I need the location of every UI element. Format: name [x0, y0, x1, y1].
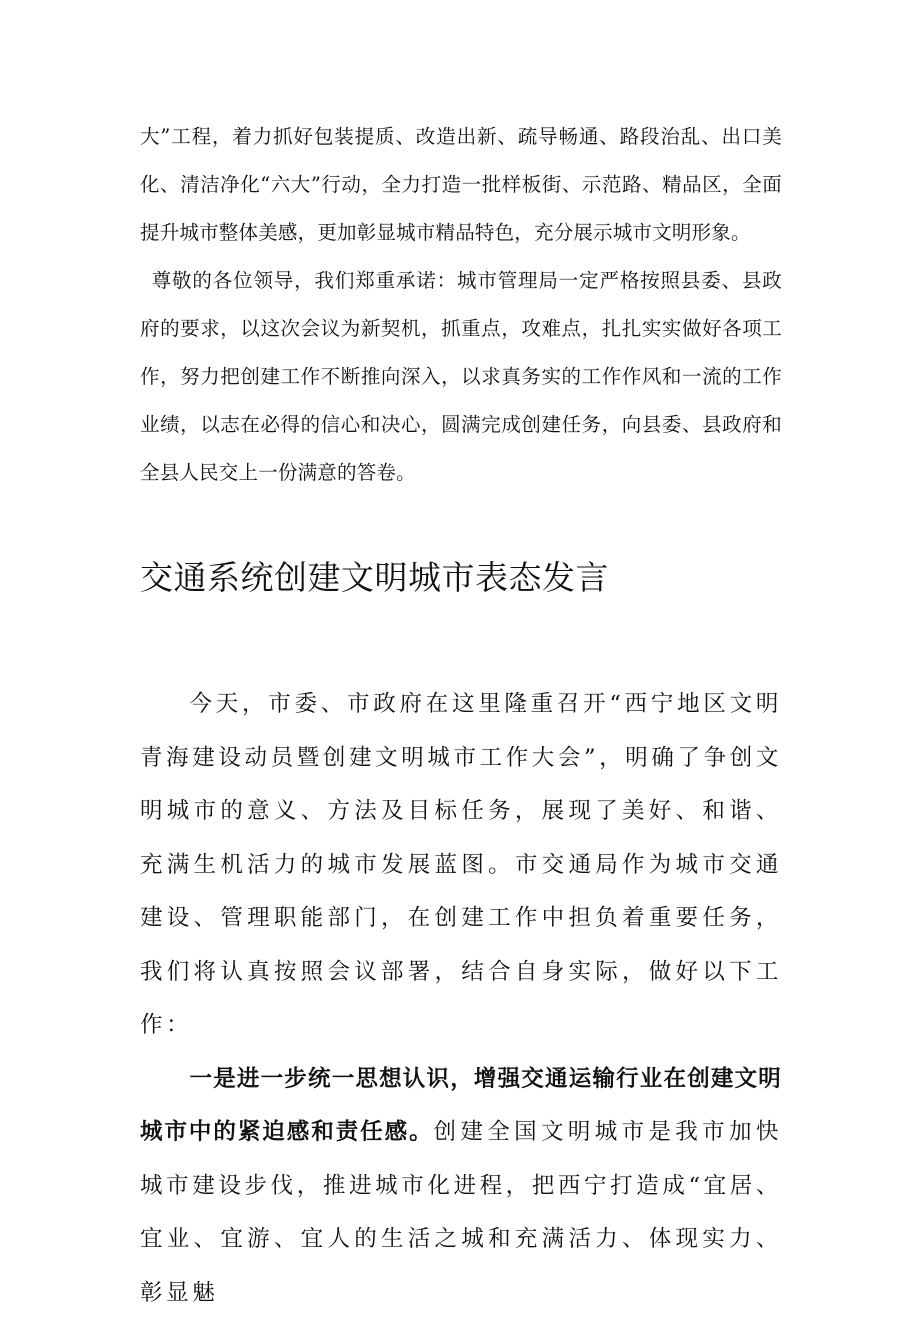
intro-paragraph-continuation: 大”工程，着力抓好包装提质、改造出新、疏导畅通、路段治乱、出口美化、清洁净化“六大”行动，全力打造一批样板街、示范路、精品区，全面提升城市整体美感，更加彰显城市精品特色，充分展示城市文明形象。 [140, 113, 782, 257]
speech-paragraph-opening: 今天，市委、市政府在这里隆重召开“西宁地区文明青海建设动员暨创建文明城市工作大会”，明确了争创文明城市的意义、方法及目标任务，展现了美好、和谐、充满生机活力的城市发展蓝图。市交通局作为城市交通建设、管理职能部门，在创建工作中担负着重要任务，我们将认真按照会议部署，结合自身实际，做好以下工作： [140, 678, 782, 1053]
speech-section [140, 678, 782, 1320]
first-point-body: 创建全国文明城市是我市加快城市建设步伐，推进城市化进程，把西宁打造成“宜居、宜业、宜游、宜人的生活之城和充满活力、体现实力、彰显魅 [140, 1119, 782, 1306]
first-point-bold-lead: 一是进一步统一思想认识，增强交通运输行业在创建文明城市中的紧迫感和责任感。 [140, 1066, 782, 1146]
intro-paragraph-pledge: 尊敬的各位领导，我们郑重承诺：城市管理局一定严格按照县委、县政府的要求，以这次会议为新契机，抓重点，攻难点，扎扎实实做好各项工作，努力把创建工作不断推向深入，以求真务实的工作作风和一流的工作业绩，以志在必得的信心和决心，圆满完成创建任务，向县委、县政府和全县人民交上一份满意的答卷。 [140, 257, 782, 497]
intro-section [140, 113, 782, 497]
speech-paragraph-first-point [140, 1053, 782, 1320]
section-title: 交通系统创建文明城市表态发言 [140, 548, 840, 608]
